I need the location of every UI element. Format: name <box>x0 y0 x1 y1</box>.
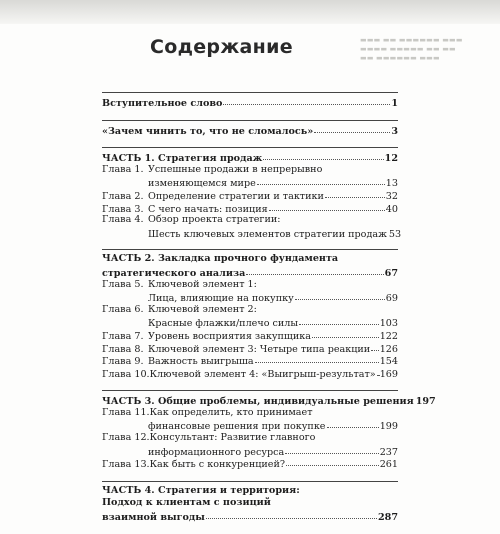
dot-leader <box>206 509 377 519</box>
entry-title: Шесть ключевых элементов стратегии продаж <box>148 228 387 240</box>
entry-title: Обзор проекта стратегии: <box>148 214 281 226</box>
toc-section <box>102 120 398 137</box>
page-number: 287 <box>377 512 398 524</box>
entry-title: ЧАСТЬ 2. Закладка прочного фундамента <box>102 253 339 265</box>
page-title: Содержание <box>150 36 293 58</box>
chapter-number: Глава 11. <box>102 406 150 418</box>
dot-leader <box>223 95 390 105</box>
page-number: 261 <box>379 459 398 471</box>
entry-title: информационного ресурса <box>148 446 285 458</box>
page-number: 13 <box>385 178 398 190</box>
toc-section <box>102 481 398 523</box>
toc-line[interactable] <box>102 354 398 367</box>
page-number: 122 <box>379 330 398 342</box>
chapter-number: Глава 7. <box>102 330 144 342</box>
page-number: 40 <box>385 203 398 215</box>
dot-leader <box>285 444 378 454</box>
entry-title: Консультант: Развитие главного <box>149 432 316 444</box>
page-number: 67 <box>384 267 398 279</box>
entry-title: Красные флажки/плечо силы <box>148 318 299 330</box>
entry-title: ЧАСТЬ 3. Общие проблемы, индивидуальные решения <box>102 396 414 408</box>
page-number: 3 <box>391 125 398 137</box>
entry-title: Уровень восприятия закупщика <box>148 330 311 342</box>
entry-title: Лица, влияющие на покупку <box>148 293 294 305</box>
page-number: 1 <box>391 98 398 109</box>
entry-title: Определение стратегии и тактики <box>148 190 324 202</box>
entry-title: Ключевой элемент 4: «Выигрыш-результат» <box>149 368 376 380</box>
entry-title: стратегического анализа <box>102 267 246 279</box>
toc-line[interactable] <box>102 367 398 380</box>
entry-title: ЧАСТЬ 4. Стратегия и территория: <box>102 484 300 496</box>
toc-section <box>102 390 436 471</box>
page-number: 103 <box>379 318 398 330</box>
dot-leader <box>269 201 385 211</box>
page-number: 69 <box>385 293 398 305</box>
toc-line[interactable] <box>102 291 398 304</box>
dot-leader <box>299 315 379 325</box>
dot-leader <box>255 353 379 363</box>
chapter-number: Глава 10. <box>102 368 150 380</box>
toc-line[interactable] <box>102 96 398 109</box>
page-number: 126 <box>379 343 398 355</box>
chapter-number: Глава 12. <box>102 432 150 444</box>
toc-line[interactable] <box>102 485 398 498</box>
page-number: 169 <box>379 368 398 380</box>
table-of-contents <box>102 92 436 534</box>
page-number: 237 <box>379 446 398 458</box>
chapter-number: Глава 8. <box>102 343 144 355</box>
toc-line[interactable] <box>102 214 398 227</box>
chapter-number: Глава 13. <box>102 459 150 471</box>
previous-page-edge <box>0 0 500 24</box>
entry-title: Как быть с конкуренцией? <box>149 459 286 471</box>
entry-title: финансовые решения при покупке <box>148 421 326 433</box>
toc-line[interactable] <box>102 202 398 215</box>
dot-leader <box>371 341 378 351</box>
entry-title: изменяющемся мире <box>148 178 256 190</box>
dot-leader <box>325 188 385 198</box>
dot-leader <box>377 366 379 376</box>
entry-title: Ключевой элемент 1: <box>148 278 257 290</box>
toc-line[interactable] <box>102 266 398 279</box>
entry-title: С чего начать: позиция <box>148 203 268 215</box>
entry-title: «Зачем чинить то, что не сломалось» <box>102 125 314 137</box>
entry-title: ЧАСТЬ 1. Стратегия продаж <box>102 153 263 165</box>
entry-title: Ключевой элемент 3: Четыре типа реакции <box>148 343 371 355</box>
chapter-number: Глава 3. <box>102 203 144 215</box>
chapter-number: Глава 5. <box>102 278 144 290</box>
page-number: 12 <box>384 153 398 165</box>
dot-leader <box>263 150 383 160</box>
dot-leader <box>314 123 390 133</box>
toc-line[interactable] <box>102 124 398 137</box>
entry-title: Важность выигрыша <box>148 356 254 368</box>
toc-line[interactable] <box>102 419 398 432</box>
entry-title: Ключевой элемент 2: <box>148 303 257 315</box>
toc-line[interactable] <box>102 329 398 342</box>
toc-line[interactable] <box>102 510 398 523</box>
toc-line[interactable] <box>102 227 402 240</box>
dot-leader <box>246 265 383 275</box>
dot-leader <box>295 290 385 300</box>
dot-leader <box>257 175 385 185</box>
chapter-number: Глава 2. <box>102 190 144 202</box>
chapter-number: Глава 4. <box>102 214 144 226</box>
entry-title: Вступительное слово <box>102 98 223 109</box>
page-number: 32 <box>385 190 398 202</box>
toc-section <box>102 147 402 240</box>
toc-section <box>102 249 398 379</box>
toc-line[interactable] <box>102 394 436 408</box>
toc-section <box>102 92 398 109</box>
bleed-through-text: ▬▬▬ ▬▬ ▬▬▬▬▬▬ ▬▬▬ ▬▬▬▬ ▬▬▬▬▬ ▬▬ ▬▬ ▬▬ ▬▬▬▬▬▬ ▬▬▬ <box>360 36 463 62</box>
dot-leader <box>286 456 379 466</box>
page-number: 197 <box>415 396 436 408</box>
entry-title: Подход к клиентам с позиций <box>102 497 271 509</box>
chapter-number: Глава 6. <box>102 303 144 315</box>
dot-leader <box>312 328 379 338</box>
page-number: 199 <box>379 421 398 433</box>
chapter-number: Глава 9. <box>102 356 144 368</box>
page-number: 53 <box>388 228 402 240</box>
entry-title: Успешные продажи в непрерывно <box>148 163 323 175</box>
dot-leader <box>327 418 379 428</box>
page-number: 154 <box>379 356 398 368</box>
entry-title: Как определить, кто принимает <box>149 406 313 418</box>
toc-line[interactable] <box>102 457 398 470</box>
toc-line[interactable] <box>102 151 398 164</box>
chapter-number: Глава 1. <box>102 163 144 175</box>
entry-title: взаимной выгоды <box>102 512 205 524</box>
